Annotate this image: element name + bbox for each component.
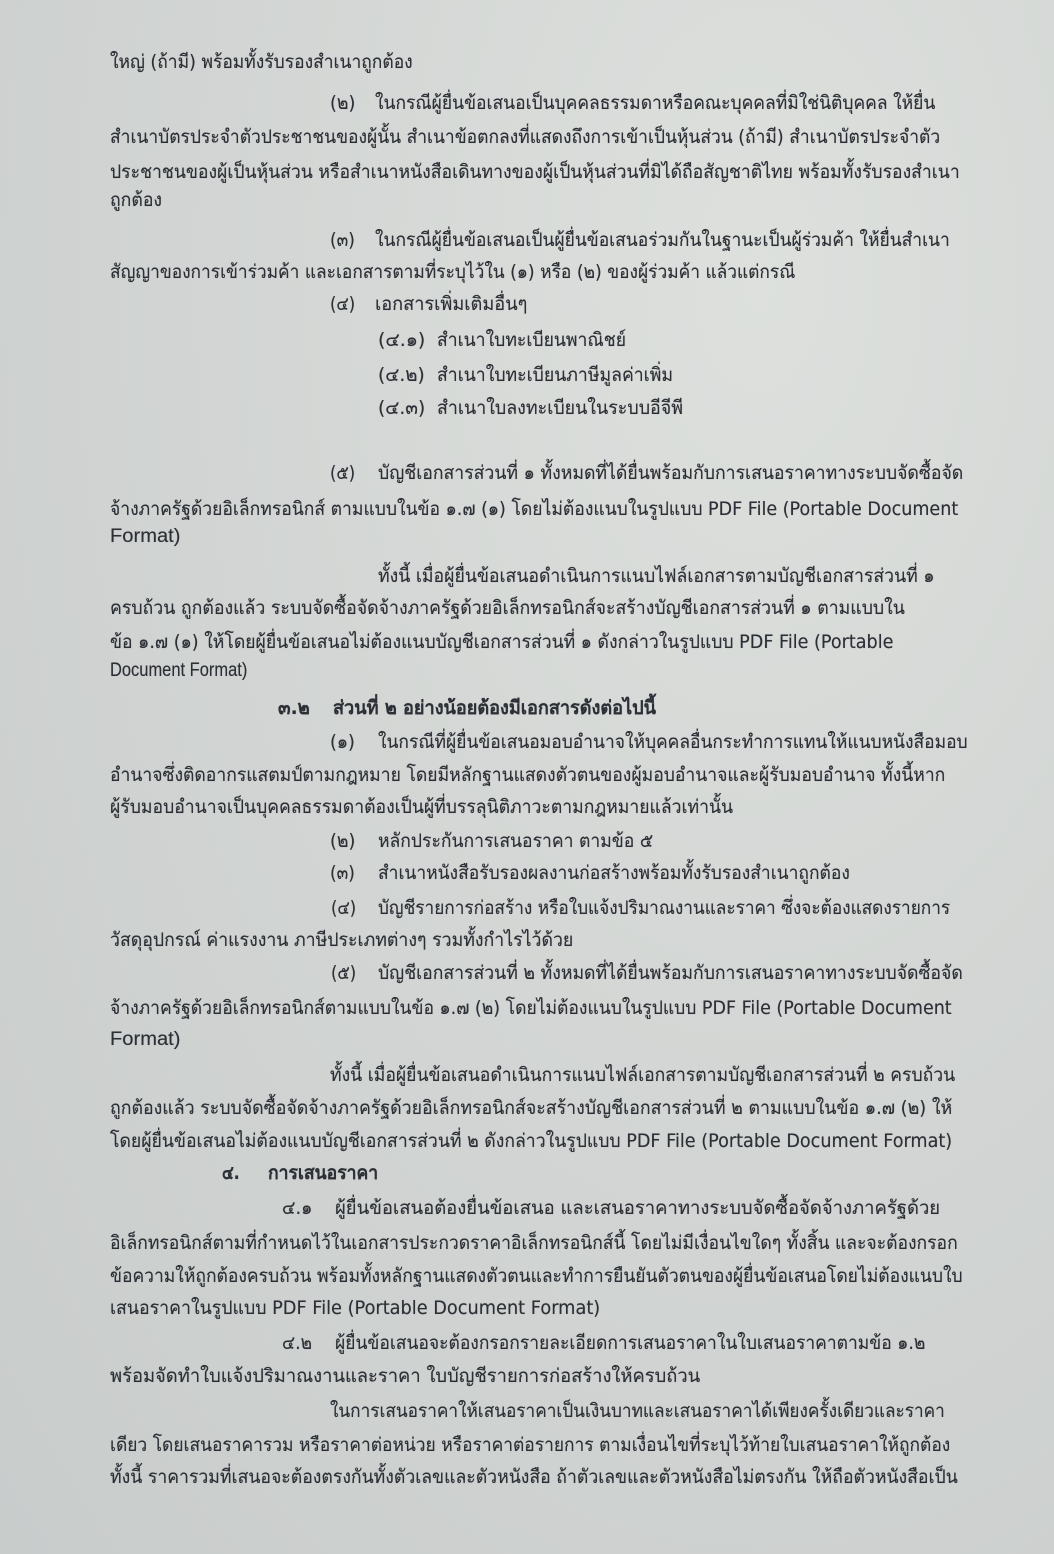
text-line: เดียว โดยเสนอราคารวม หรือราคาต่อหน่วย หรือราคาต่อรายการ ตามเงื่อนไขที่ระบุไว้ท้ายใบเสนอราคาให้ถูกต้อง — [110, 1434, 951, 1456]
section-number: ๔. — [222, 1162, 240, 1184]
text-line: ผู้ยื่นข้อเสนอต้องยื่นข้อเสนอ และเสนอราคาทางระบบจัดซื้อจัดจ้างภาครัฐด้วย — [335, 1197, 941, 1219]
text-line: ในกรณีผู้ยื่นข้อเสนอเป็นบุคคลธรรมดาหรือคณะบุคคลที่มิใช่นิติบุคคล ให้ยื่น — [375, 92, 936, 114]
item-number: (๔) — [331, 897, 357, 919]
text-line: ถูกต้องแล้ว ระบบจัดซื้อจัดจ้างภาครัฐด้วยอิเล็กทรอนิกส์จะสร้างบัญชีเอกสารส่วนที่ ๒ ตามแบบในข้อ ๑.๗ (๒) ให้ — [110, 1097, 953, 1119]
text-line: จ้างภาครัฐด้วยอิเล็กทรอนิกส์ตามแบบในข้อ ๑.๗ (๒) โดยไม่ต้องแนบในรูปแบบ PDF File (Portable Document — [110, 997, 952, 1019]
text-line: บัญชีเอกสารส่วนที่ ๑ ทั้งหมดที่ได้ยื่นพร้อมกับการเสนอราคาทางระบบจัดซื้อจัด — [378, 462, 964, 484]
text-line: หลักประกันการเสนอราคา ตามข้อ ๕ — [378, 830, 654, 852]
text-line: สำเนาบัตรประจำตัวประชาชนของผู้นั้น สำเนาข้อตกลงที่แสดงถึงการเข้าเป็นหุ้นส่วน (ถ้ามี) สำเนาบัตรประจำตัว — [110, 126, 941, 148]
text-line: ในกรณีผู้ยื่นข้อเสนอเป็นผู้ยื่นข้อเสนอร่วมกันในฐานะเป็นผู้ร่วมค้า ให้ยื่นสำเนา — [375, 229, 950, 251]
sub-item-number: (๔.๑) — [378, 329, 426, 351]
text-line: สำเนาใบทะเบียนภาษีมูลค่าเพิ่ม — [437, 364, 673, 386]
text-line: ทั้งนี้ ราคารวมที่เสนอจะต้องตรงกันทั้งตัวเลขและตัวหนังสือ ถ้าตัวเลขและตัวหนังสือไม่ตรงกัน ให้ถือตัวหนังสือเป็น — [110, 1466, 958, 1488]
item-number: ๔.๒ — [282, 1332, 312, 1354]
text-line: Format) — [110, 526, 181, 547]
sub-item-number: (๔.๒) — [378, 364, 425, 386]
text-line: ถูกต้อง — [110, 189, 163, 211]
text-line: ผู้รับมอบอำนาจเป็นบุคคลธรรมดาต้องเป็นผู้ที่บรรลุนิติภาวะตามกฎหมายแล้วเท่านั้น — [110, 796, 734, 818]
sub-item-number: (๔.๓) — [378, 397, 426, 419]
text-line: Format) — [110, 1029, 181, 1050]
text-line: อิเล็กทรอนิกส์ตามที่กำหนดไว้ในเอกสารประกวดราคาอิเล็กทรอนิกส์นี้ โดยไม่มีเงื่อนไขใดๆ ทั้งสิ้น และจะต้องกรอก — [110, 1232, 958, 1254]
text-line: อำนาจซึ่งติดอากรแสตมป์ตามกฎหมาย โดยมีหลักฐานแสดงตัวตนของผู้มอบอำนาจและผู้รับมอบอำนาจ ทั้งนี้หาก — [110, 764, 946, 786]
text-line: ประชาชนของผู้เป็นหุ้นส่วน หรือสำเนาหนังสือเดินทางของผู้เป็นหุ้นส่วนที่มิได้ถือสัญชาติไทย พร้อมทั้งรับรองสำเนา — [110, 161, 960, 183]
text-line: ครบถ้วน ถูกต้องแล้ว ระบบจัดซื้อจัดจ้างภาครัฐด้วยอิเล็กทรอนิกส์จะสร้างบัญชีเอกสารส่วนที่ ๑ ตามแบบใน — [110, 597, 905, 619]
text-line: ผู้ยื่นข้อเสนอจะต้องกรอกรายละเอียดการเสนอราคาในใบเสนอราคาตามข้อ ๑.๒ — [335, 1332, 926, 1354]
item-number: (๓) — [330, 862, 355, 884]
item-number: (๕) — [330, 462, 356, 484]
text-line: เสนอราคาในรูปแบบ PDF File (Portable Document Format) — [110, 1297, 601, 1319]
section-heading: การเสนอราคา — [268, 1162, 379, 1184]
item-number: (๓) — [330, 229, 355, 251]
item-number: (๔) — [330, 293, 356, 315]
text-line: ทั้งนี้ เมื่อผู้ยื่นข้อเสนอดำเนินการแนบไฟล์เอกสารตามบัญชีเอกสารส่วนที่ ๒ ครบถ้วน — [330, 1064, 956, 1086]
text-line: เอกสารเพิ่มเติมอื่นๆ — [375, 293, 528, 315]
text-line: ในการเสนอราคาให้เสนอราคาเป็นเงินบาทและเสนอราคาได้เพียงครั้งเดียวและราคา — [330, 1400, 945, 1422]
text-line: โดยผู้ยื่นข้อเสนอไม่ต้องแนบบัญชีเอกสารส่วนที่ ๒ ดังกล่าวในรูปแบบ PDF File (Portable Document Format) — [110, 1130, 953, 1152]
text-line: สำเนาหนังสือรับรองผลงานก่อสร้างพร้อมทั้งรับรองสำเนาถูกต้อง — [378, 862, 850, 884]
text-line: จ้างภาครัฐด้วยอิเล็กทรอนิกส์ ตามแบบในข้อ ๑.๗ (๑) โดยไม่ต้องแนบในรูปแบบ PDF File (Portable Document — [110, 498, 959, 520]
text-line: พร้อมจัดทำใบแจ้งปริมาณงานและราคา ใบบัญชีรายการก่อสร้างให้ครบถ้วน — [110, 1365, 701, 1387]
text-line: สำเนาใบลงทะเบียนในระบบอีจีพี — [437, 397, 683, 419]
text-line: ในกรณีที่ผู้ยื่นข้อเสนอมอบอำนาจให้บุคคลอื่นกระทำการแทนให้แนบหนังสือมอบ — [378, 731, 968, 753]
text-line: สัญญาของการเข้าร่วมค้า และเอกสารตามที่ระบุไว้ใน (๑) หรือ (๒) ของผู้ร่วมค้า แล้วแต่กรณี — [110, 261, 796, 283]
item-number: (๒) — [330, 830, 356, 852]
text-line: ทั้งนี้ เมื่อผู้ยื่นข้อเสนอดำเนินการแนบไฟล์เอกสารตามบัญชีเอกสารส่วนที่ ๑ — [378, 565, 935, 587]
text-line: บัญชีเอกสารส่วนที่ ๒ ทั้งหมดที่ได้ยื่นพร้อมกับการเสนอราคาทางระบบจัดซื้อจัด — [378, 962, 963, 984]
text-line: Document Format) — [110, 660, 248, 681]
item-number: (๑) — [330, 731, 355, 753]
section-heading: ส่วนที่ ๒ อย่างน้อยต้องมีเอกสารดังต่อไปนี้ — [333, 697, 656, 719]
section-number: ๓.๒ — [278, 697, 310, 719]
text-line: สำเนาใบทะเบียนพาณิชย์ — [437, 329, 627, 351]
text-line: บัญชีรายการก่อสร้าง หรือใบแจ้งปริมาณงานและราคา ซึ่งจะต้องแสดงรายการ — [378, 897, 951, 919]
text-line: วัสดุอุปกรณ์ ค่าแรงงาน ภาษีประเภทต่างๆ รวมทั้งกำไรไว้ด้วย — [110, 929, 574, 951]
text-line: ข้อความให้ถูกต้องครบถ้วน พร้อมทั้งหลักฐานแสดงตัวตนและทำการยืนยันตัวตนของผู้ยื่นข้อเสนอโดยไม่ต้องแนบใบ — [110, 1265, 963, 1287]
text-line: ข้อ ๑.๗ (๑) ให้โดยผู้ยื่นข้อเสนอไม่ต้องแนบบัญชีเอกสารส่วนที่ ๑ ดังกล่าวในรูปแบบ PDF File (Portable — [110, 631, 894, 653]
item-number: (๒) — [330, 92, 356, 114]
item-number: ๔.๑ — [282, 1197, 313, 1219]
item-number: (๕) — [331, 962, 357, 984]
carryover-line: ใหญ่ (ถ้ามี) พร้อมทั้งรับรองสำเนาถูกต้อง — [110, 51, 413, 73]
